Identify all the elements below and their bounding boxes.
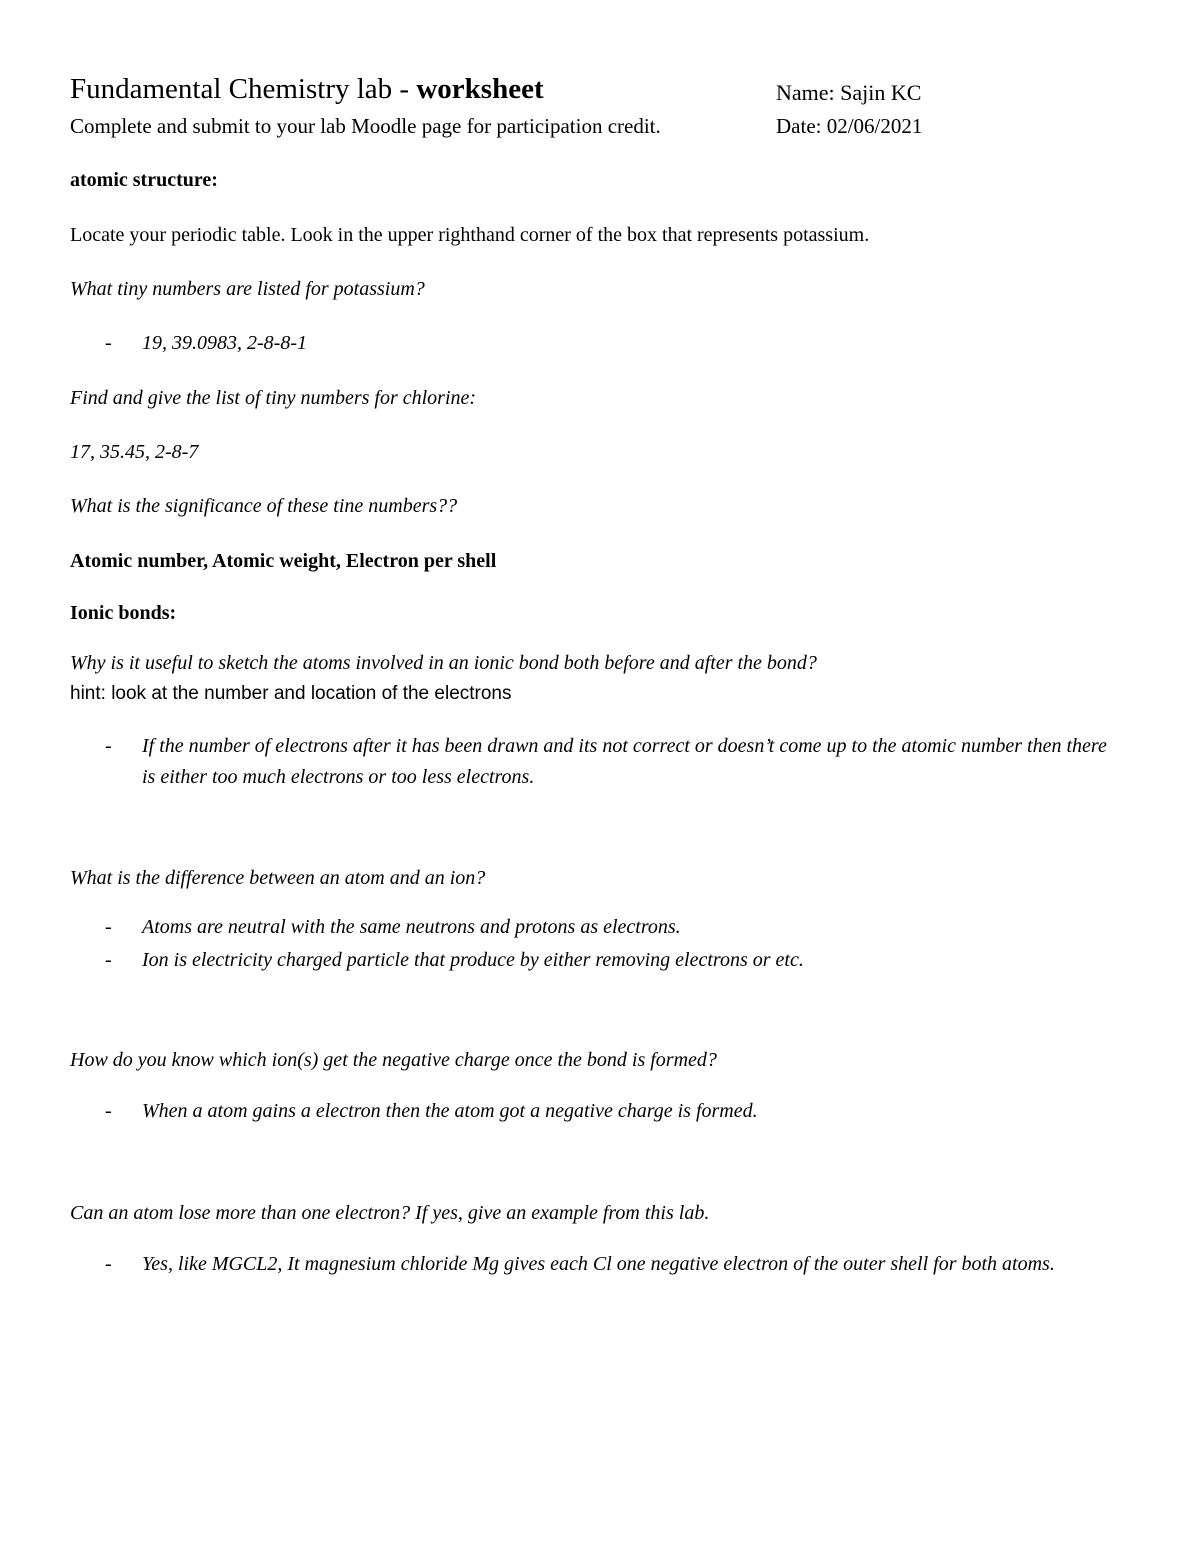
bullet-dash: -: [105, 1253, 112, 1275]
worksheet-subtitle: Complete and submit to your lab Moodle page for participation credit.: [70, 114, 661, 138]
question-significance: What is the significance of these tine numbers??: [70, 495, 458, 517]
answer-lose-electrons: Yes, like MGCL2, It magnesium chloride Mg gives each Cl one negative electron of the outer shell for both atoms.: [142, 1253, 1055, 1275]
question-atom-vs-ion: What is the difference between an atom and an ion?: [70, 867, 486, 889]
answer-potassium: 19, 39.0983, 2-8-8-1: [142, 332, 307, 354]
bullet-dash: -: [105, 735, 112, 757]
student-name: Name: Sajin KC: [776, 80, 922, 105]
bullet-dash: -: [105, 949, 112, 971]
answer-negative-charge: When a atom gains a electron then the atom got a negative charge is formed.: [142, 1100, 758, 1122]
bullet-dash: -: [105, 332, 112, 354]
worksheet-date: Date: 02/06/2021: [776, 114, 923, 138]
question-potassium: What tiny numbers are listed for potassium?: [70, 278, 425, 300]
answer-sketch: If the number of electrons after it has been drawn and its not correct or doesn’t come up to the atomic number then there is either too much electrons or too less electrons.: [142, 735, 1107, 788]
question-negative-charge: How do you know which ion(s) get the negative charge once the bond is formed?: [70, 1049, 717, 1071]
bullet-dash: -: [105, 916, 112, 938]
section-heading-atomic-structure: atomic structure:: [70, 169, 218, 191]
instruction-text: Locate your periodic table. Look in the upper righthand corner of the box that represents potassium.: [70, 224, 870, 246]
title-main: Fundamental Chemistry lab -: [70, 73, 417, 105]
question-chlorine: Find and give the list of tiny numbers for chlorine:: [70, 387, 477, 409]
question-lose-electrons: Can an atom lose more than one electron? If yes, give an example from this lab.: [70, 1202, 710, 1224]
hint-text: hint: look at the number and location of the electrons: [70, 683, 512, 704]
bullet-dash: -: [105, 1100, 112, 1122]
section-heading-ionic-bonds: Ionic bonds:: [70, 602, 177, 624]
answer-significance: Atomic number, Atomic weight, Electron per shell: [70, 550, 497, 572]
worksheet-title: [70, 75, 544, 104]
question-sketch: Why is it useful to sketch the atoms involved in an ionic bond both before and after the bond?: [70, 652, 817, 674]
answer-atom: Atoms are neutral with the same neutrons and protons as electrons.: [142, 916, 681, 938]
answer-chlorine: 17, 35.45, 2-8-7: [70, 441, 199, 463]
answer-ion: Ion is electricity charged particle that produce by either removing electrons or etc.: [142, 949, 804, 971]
title-bold: worksheet: [416, 73, 544, 105]
